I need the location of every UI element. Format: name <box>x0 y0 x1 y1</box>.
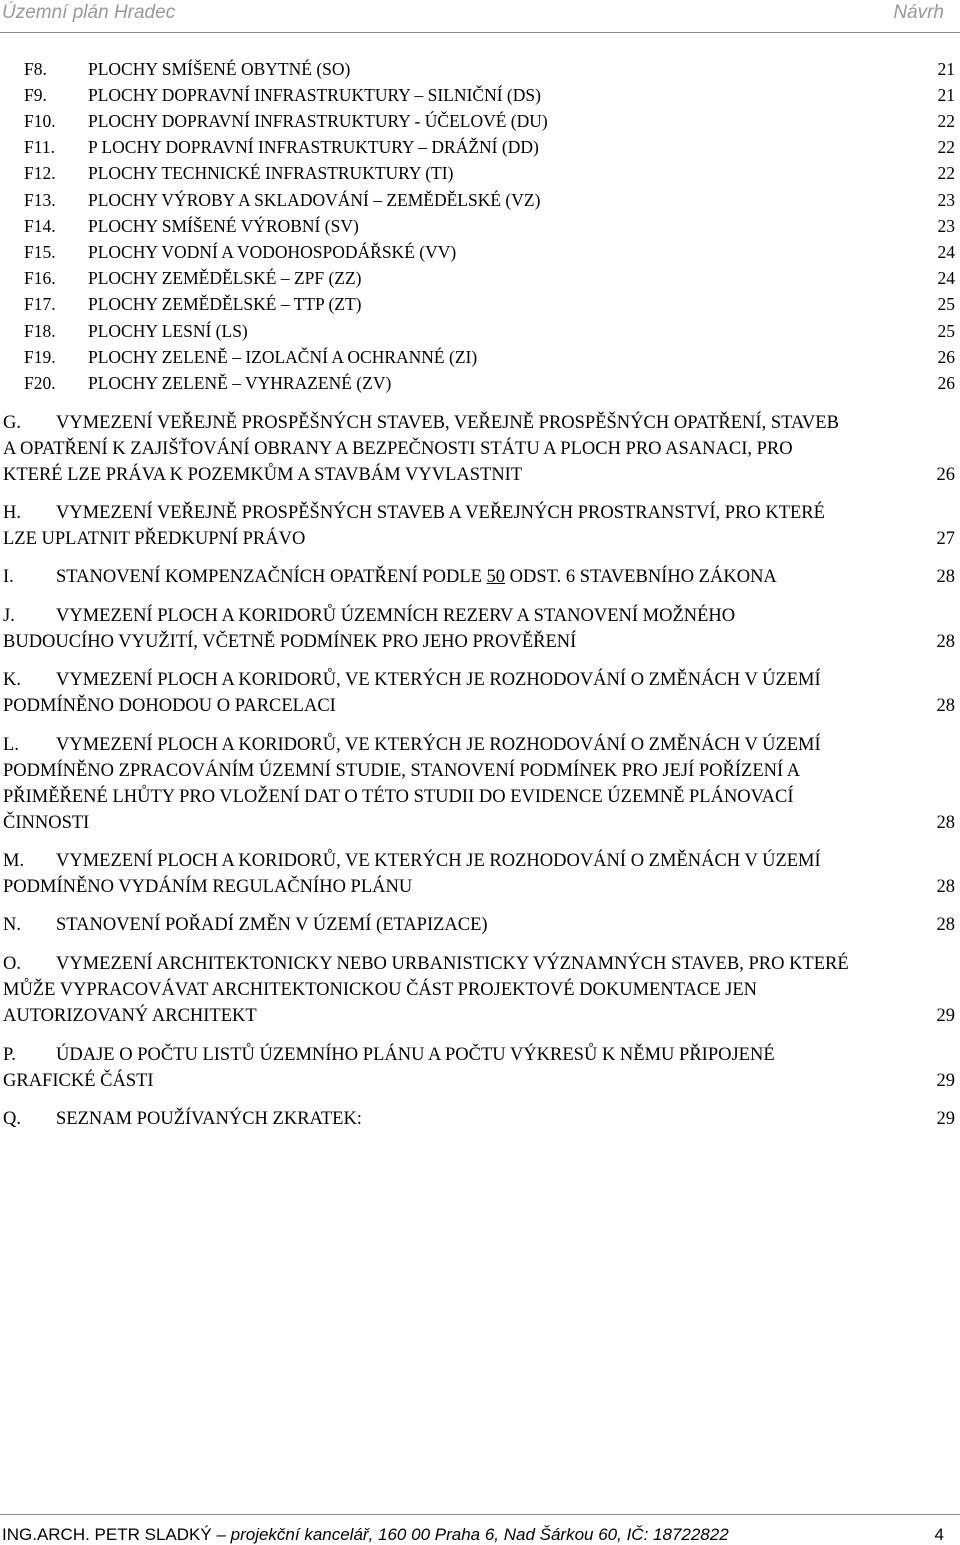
toc-entry-title: PLOCHY DOPRAVNÍ INFRASTRUKTURY – SILNIČNÍ (DS) <box>88 85 541 105</box>
footer-page-number: 4 <box>934 1525 944 1544</box>
toc-entry-title-line: PODMÍNĚNO VYDÁNÍM REGULAČNÍHO PLÁNU <box>3 877 413 897</box>
toc-entry-title-line: VYMEZENÍ PLOCH A KORIDORŮ ÚZEMNÍCH REZERV A STANOVENÍ MOŽNÉHO <box>56 606 736 626</box>
toc-entry-number: F13. <box>24 190 56 210</box>
toc-entry-letter: I. <box>3 567 14 587</box>
toc-entry-title-line: LZE UPLATNIT PŘEDKUPNÍ PRÁVO <box>3 529 306 549</box>
toc-entry-title-line: ČINNOSTI <box>3 813 90 833</box>
toc-entry-number: F19. <box>24 347 56 367</box>
toc-entry-title: PLOCHY TECHNICKÉ INFRASTRUKTURY (TI) <box>88 163 454 183</box>
toc-entry-title-line: VYMEZENÍ PLOCH A KORIDORŮ, VE KTERÝCH JE ROZHODOVÁNÍ O ZMĚNÁCH V ÚZEMÍ <box>56 851 821 871</box>
toc-entry-title-line: PODMÍNĚNO DOHODOU O PARCELACI <box>3 696 336 716</box>
toc-entry-f13[interactable] <box>24 189 955 211</box>
toc-entry-f18[interactable] <box>24 320 955 342</box>
toc-entry-j[interactable] <box>3 603 955 655</box>
toc-entry-title: PLOCHY VODNÍ A VODOHOSPODÁŘSKÉ (VV) <box>88 242 457 262</box>
toc-entry-o[interactable] <box>3 951 955 1029</box>
toc-entry-f17[interactable] <box>24 293 955 315</box>
toc-entry-title: P LOCHY DOPRAVNÍ INFRASTRUKTURY – DRÁŽNÍ (DD) <box>88 137 539 157</box>
page-header <box>0 0 960 33</box>
toc-entry-letter: P. <box>3 1045 16 1065</box>
toc-entry-title: PLOCHY ZELENĚ – IZOLAČNÍ A OCHRANNÉ (ZI) <box>88 347 478 367</box>
toc-entry-title-line: VYMEZENÍ ARCHITEKTONICKY NEBO URBANISTICKY VÝZNAMNÝCH STAVEB, PRO KTERÉ <box>56 954 849 974</box>
toc-entry-f14[interactable] <box>24 215 955 237</box>
toc-entry-m[interactable] <box>3 848 955 900</box>
toc-entry-title-line: GRAFICKÉ ČÁSTI <box>3 1071 154 1091</box>
footer-credit <box>2 1525 729 1545</box>
toc-entry-title-line: STANOVENÍ POŘADÍ ZMĚN V ÚZEMÍ (ETAPIZACE) <box>56 915 488 935</box>
toc-entry-number: F16. <box>24 268 56 288</box>
toc-entry-page: 24 <box>937 242 955 262</box>
toc-entry-number: F11. <box>24 137 55 157</box>
toc-entry-title: PLOCHY LESNÍ (LS) <box>88 321 248 341</box>
toc-entry-p[interactable] <box>3 1042 955 1094</box>
toc-entry-title-line: PŘIMĚŘENÉ LHŮTY PRO VLOŽENÍ DAT O TÉTO STUDII DO EVIDENCE ÚZEMNĚ PLÁNOVACÍ <box>3 787 794 807</box>
toc-entry-page: 25 <box>937 321 955 341</box>
toc-entry-title-line: VYMEZENÍ PLOCH A KORIDORŮ, VE KTERÝCH JE ROZHODOVÁNÍ O ZMĚNÁCH V ÚZEMÍ <box>56 670 821 690</box>
toc-entry-f15[interactable] <box>24 241 955 263</box>
toc-entry-title-line: VYMEZENÍ VEŘEJNĚ PROSPĚŠNÝCH STAVEB A VEŘEJNÝCH PROSTRANSTVÍ, PRO KTERÉ <box>56 503 825 523</box>
toc-entry-number: F14. <box>24 216 56 236</box>
toc-entry-i[interactable] <box>3 564 955 590</box>
toc-entry-page: 28 <box>936 567 955 587</box>
toc-entry-q[interactable] <box>3 1106 955 1132</box>
toc-entry-page: 23 <box>937 190 955 210</box>
toc-entry-f20[interactable] <box>24 372 955 394</box>
toc-entry-title: PLOCHY VÝROBY A SKLADOVÁNÍ – ZEMĚDĚLSKÉ (VZ) <box>88 190 541 210</box>
toc-entry-letter: L. <box>3 735 19 755</box>
header-status: Návrh <box>893 2 944 23</box>
toc-entry-f11[interactable] <box>24 136 955 158</box>
toc-entry-g[interactable] <box>3 410 955 488</box>
toc-entry-f8[interactable] <box>24 58 955 80</box>
header-document-title: Územní plán Hradec <box>2 2 176 23</box>
toc-entry-k[interactable] <box>3 667 955 719</box>
toc-entry-number: F18. <box>24 321 56 341</box>
toc-entry-title-line: SEZNAM POUŽÍVANÝCH ZKRATEK: <box>56 1109 362 1129</box>
toc-entry-title-line: STANOVENÍ KOMPENZAČNÍCH OPATŘENÍ PODLE 50 ODST. 6 STAVEBNÍHO ZÁKONA <box>56 567 777 587</box>
toc-entry-page: 22 <box>937 111 955 131</box>
toc-entry-title: PLOCHY SMÍŠENÉ OBYTNÉ (SO) <box>88 59 351 79</box>
toc-entry-title-line: A OPATŘENÍ K ZAJIŠŤOVÁNÍ OBRANY A BEZPEČNOSTI STÁTU A PLOCH PRO ASANACI, PRO <box>3 439 793 459</box>
toc-entry-title: PLOCHY DOPRAVNÍ INFRASTRUKTURY - ÚČELOVÉ (DU) <box>88 111 548 131</box>
toc-entry-letter: O. <box>3 954 21 974</box>
toc-entry-f16[interactable] <box>24 267 955 289</box>
toc-entry-page: 28 <box>936 877 955 897</box>
toc-entry-h[interactable] <box>3 500 955 552</box>
toc-entry-number: F17. <box>24 294 56 314</box>
toc-entry-title: PLOCHY ZEMĚDĚLSKÉ – ZPF (ZZ) <box>88 268 362 288</box>
toc-entry-page: 28 <box>936 915 955 935</box>
toc-entry-letter: M. <box>3 851 25 871</box>
toc-entry-f10[interactable] <box>24 110 955 132</box>
toc-entry-page: 26 <box>937 347 955 367</box>
page-footer <box>0 1514 960 1544</box>
toc-entry-page: 27 <box>936 529 955 549</box>
toc-entry-page: 21 <box>937 59 955 79</box>
toc-entry-page: 22 <box>937 137 955 157</box>
toc-entry-title-line: AUTORIZOVANÝ ARCHITEKT <box>3 1006 257 1026</box>
toc-entry-f19[interactable] <box>24 346 955 368</box>
toc-entry-number: F15. <box>24 242 56 262</box>
toc-entry-page: 25 <box>937 294 955 314</box>
toc-entry-title-line: KTERÉ LZE PRÁVA K POZEMKŮM A STAVBÁM VYVLASTNIT <box>3 465 523 485</box>
toc-entry-title-line: PODMÍNĚNO ZPRACOVÁNÍM ÚZEMNÍ STUDIE, STANOVENÍ PODMÍNEK PRO JEJÍ POŘÍZENÍ A <box>3 761 801 781</box>
toc-entry-letter: J. <box>3 606 15 626</box>
toc-entry-page: 28 <box>936 813 955 833</box>
toc-entry-title-line: BUDOUCÍHO VYUŽITÍ, VČETNĚ PODMÍNEK PRO JEHO PROVĚŘENÍ <box>3 632 577 652</box>
toc-entry-title: PLOCHY SMÍŠENÉ VÝROBNÍ (SV) <box>88 216 359 236</box>
toc-entry-title: PLOCHY ZEMĚDĚLSKÉ – TTP (ZT) <box>88 294 362 314</box>
toc-entry-page: 26 <box>937 373 955 393</box>
toc-entry-page: 23 <box>937 216 955 236</box>
toc-entry-number: F20. <box>24 373 56 393</box>
toc-entry-letter: N. <box>3 915 21 935</box>
toc-entry-letter: Q. <box>3 1109 21 1129</box>
toc-entry-number: F12. <box>24 163 56 183</box>
toc-entry-letter: G. <box>3 413 21 433</box>
toc-entry-page: 28 <box>936 632 955 652</box>
toc-entry-title-line: VYMEZENÍ PLOCH A KORIDORŮ, VE KTERÝCH JE ROZHODOVÁNÍ O ZMĚNÁCH V ÚZEMÍ <box>56 735 821 755</box>
toc-entry-letter: K. <box>3 670 21 690</box>
toc-entry-page: 29 <box>936 1006 955 1026</box>
toc-entry-page: 28 <box>936 696 955 716</box>
toc-entry-page: 21 <box>937 85 955 105</box>
toc-entry-title-line: VYMEZENÍ VEŘEJNĚ PROSPĚŠNÝCH STAVEB, VEŘEJNĚ PROSPĚŠNÝCH OPATŘENÍ, STAVEB <box>56 413 839 433</box>
footer-author: ING.ARCH. PETR SLADKÝ <box>2 1525 212 1544</box>
toc-entry-title: PLOCHY ZELENĚ – VYHRAZENÉ (ZV) <box>88 373 392 393</box>
toc-entry-title-line: MŮŽE VYPRACOVÁVAT ARCHITEKTONICKOU ČÁST PROJEKTOVÉ DOKUMENTACE JEN <box>3 980 757 1000</box>
footer-office: – projekční kancelář, 160 00 Praha 6, Nad Šárkou 60, IČ: 18722822 <box>211 1525 729 1544</box>
toc-entry-title-line: ÚDAJE O POČTU LISTŮ ÚZEMNÍHO PLÁNU A POČTU VÝKRESŮ K NĚMU PŘIPOJENÉ <box>56 1045 775 1065</box>
toc-entry-number: F9. <box>24 85 47 105</box>
toc-entry-l[interactable] <box>3 732 955 836</box>
toc-entry-page: 29 <box>936 1109 955 1129</box>
toc-entry-f9[interactable] <box>24 84 955 106</box>
toc-entry-number: F8. <box>24 59 47 79</box>
toc-entry-page: 29 <box>936 1071 955 1091</box>
toc-entry-f12[interactable] <box>24 162 955 184</box>
toc-entry-page: 24 <box>937 268 955 288</box>
toc-entry-n[interactable] <box>3 912 955 938</box>
toc-entry-page: 22 <box>937 163 955 183</box>
toc-entry-number: F10. <box>24 111 56 131</box>
toc-entry-letter: H. <box>3 503 21 523</box>
toc-entry-page: 26 <box>936 465 955 485</box>
